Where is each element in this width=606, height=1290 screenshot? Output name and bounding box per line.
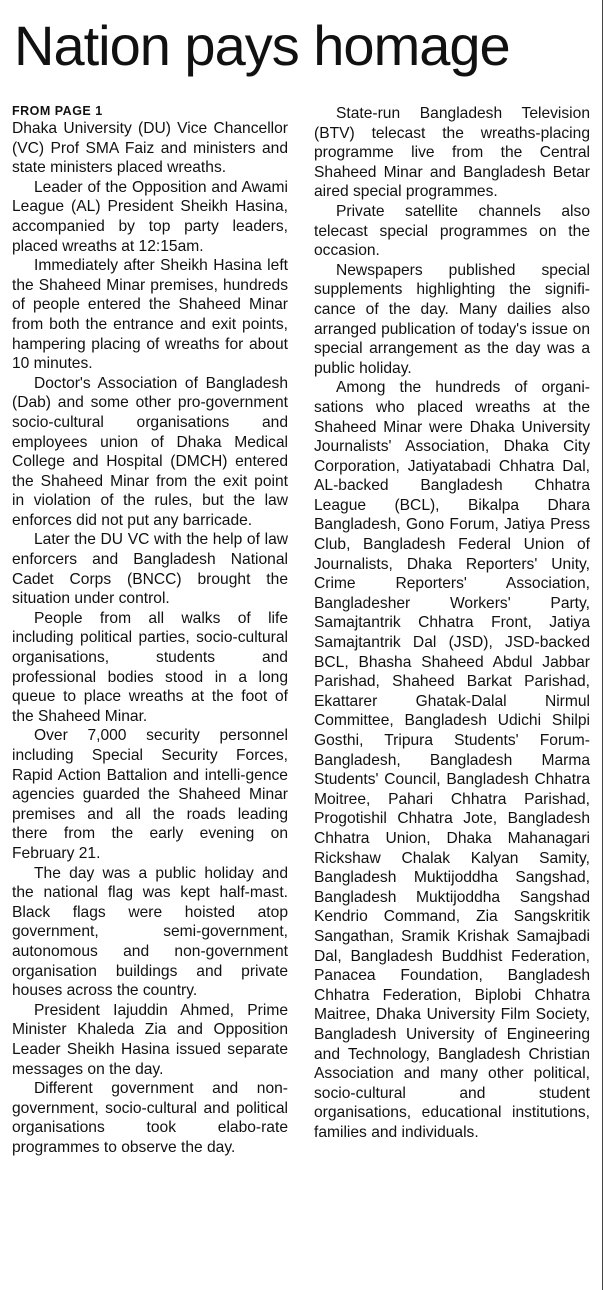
paragraph: Newspapers published special supplements highlighting the signifi-cance of the day. Many dailies also arranged publication of today's issue on special arrangement as the day was a public holiday.	[314, 261, 590, 377]
paragraph: President Iajuddin Ahmed, Prime Minister Khaleda Zia and Opposition Leader Sheikh Hasina issued separate messages on the day.	[12, 1001, 288, 1078]
paragraph: State-run Bangladesh Television (BTV) telecast the wreaths-placing programme live from the Central Shaheed Minar and Bangladesh Betar aired special programmes.	[314, 105, 590, 201]
paragraph: Different government and non-government, socio-cultural and political organisations took elabo-rate programmes to observe the day.	[12, 1080, 288, 1156]
paragraph: Over 7,000 security personnel including Special Security Forces, Rapid Action Battalion and intelli-gence agencies guarded the Shaheed Minar premises and all the roads leading there from the early evening on February 21.	[12, 727, 288, 862]
from-page-kicker: FROM PAGE 1	[12, 104, 103, 118]
paragraph: Leader of the Opposition and Awami League (AL) President Sheikh Hasina, accompanied by top party leaders, placed wreaths at 12:15am.	[12, 178, 288, 255]
column-divider	[302, 104, 303, 1290]
article-column-left	[12, 104, 288, 1157]
paragraph: Immediately after Sheikh Hasina left the Shaheed Minar premises, hundreds of people entered the Shaheed Minar from both the entrance and exit points, hampering placing of wreaths for about 10 minutes.	[12, 257, 288, 373]
paragraph: Dhaka University (DU) Vice Chancellor (VC) Prof SMA Faiz and ministers and state ministers placed wreaths.	[12, 120, 288, 177]
paragraph: Among the hundreds of organi-sations who placed wreaths at the Shaheed Minar were Dhaka University Journalists' Association, Dhaka City Corporation, Jatiyatabadi Chhatra Dal, AL-backed Bangladesh Chhatra League (BCL), Bikalpa Dhara Bangladesh, Gono Forum, Jatiya Press Club, Bangladesh Federal Union of Journalists, Dhaka Reporters' Unity, Crime Reporters' Association, Bangladesher Workers' Party, Samajtantrik Chhatra Front, Jatiya Samajtantrik Dal (JSD), JSD-backed BCL, Bhasha Shaheed Abdul Jabbar Parishad, Shaheed Barkat Parishad, Ekattarer Ghatak-Dalal Nirmul Committee, Bangladesh Udichi Shilpi Gosthi, Tripura Students' Forum-Bangladesh, Bangladesh Marma Students' Council, Bangladesh Chhatra Moitree, Pahari Chhatra Parishad, Progotishil Chhatra Jote, Bangladesh Chhatra Union, Dhaka Mahanagari Rickshaw Chalak Kalyan Samity, Bangladesh Muktijoddha Sangshad, Bangladesh Muktijoddha Sangshad Kendrio Command, Zia Sangskritik Sangathan, Sramik Krishak Samajbadi Dal, Bangladesh Buddhist Federation, Panacea Foundation, Bangladesh Chhatra Federation, Biplobi Chhatra Maitree, Dhaka University Film Society, Bangladesh University of Engineering and Technology, Bangladesh Christian Association and many other political, socio-cultural and student organisations, educational institutions, families and individuals.	[314, 379, 590, 1141]
paragraph: Later the DU VC with the help of law enforcers and Bangladesh National Cadet Corps (BNCC) brought the situation under control.	[12, 531, 288, 608]
paragraph: People from all walks of life including political parties, socio-cultural organisations, students and professional bodies stood in a long queue to place wreaths at the foot of the Shaheed Minar.	[12, 609, 288, 725]
paragraph: Private satellite channels also telecast special programmes on the occasion.	[314, 202, 590, 260]
headline: Nation pays homage	[14, 14, 510, 77]
article-column-right	[314, 104, 590, 1142]
page-edge-rule	[602, 0, 603, 1290]
paragraph: The day was a public holiday and the national flag was kept half-mast. Black flags were hoisted atop government, semi-government, autonomous and non-government organisation buildings and private houses across the country.	[12, 864, 288, 1000]
paragraph: Doctor's Association of Bangladesh (Dab) and some other pro-government socio-cultural organisations and employees union of Dhaka Medical College and Hospital (DMCH) entered the Shaheed Minar from the exit point in violation of the rules, but the law enforces did not put any barricade.	[12, 374, 288, 529]
